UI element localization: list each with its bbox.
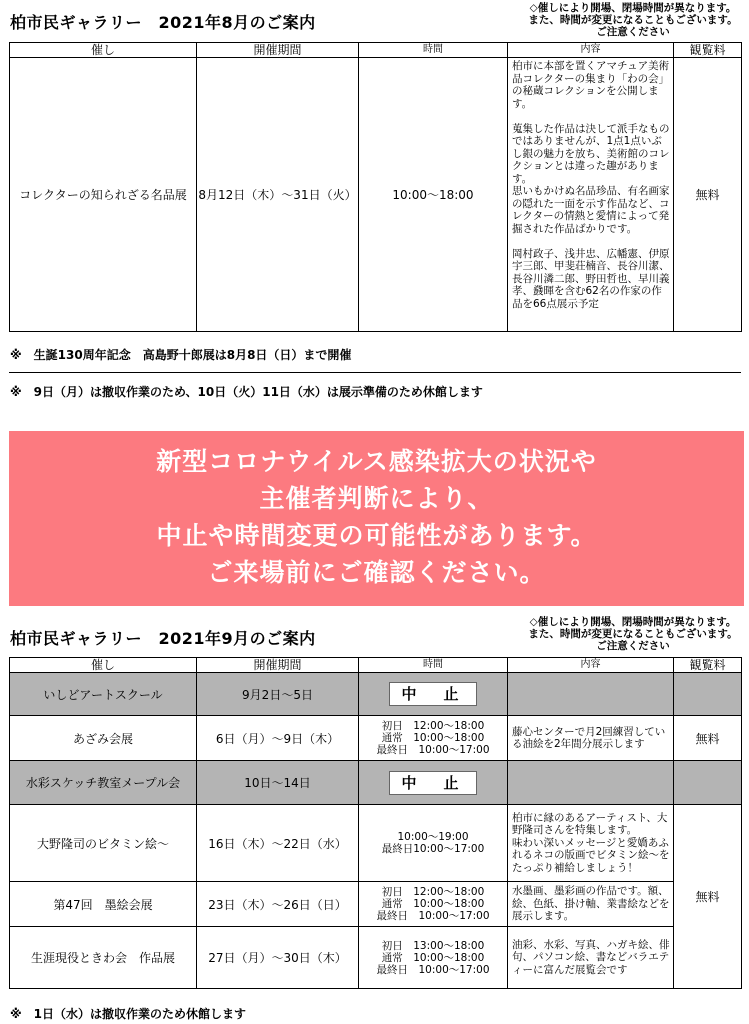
banner-line: 新型コロナウイルス感染拡大の状況や xyxy=(156,447,597,476)
september-event-table xyxy=(9,657,742,989)
event-fee xyxy=(674,761,742,805)
event-period: 8月12日（木）～31日（火） xyxy=(197,58,359,332)
header-time: 時間 xyxy=(359,43,508,58)
event-fee: 無料 xyxy=(674,58,742,332)
header-content: 内容 xyxy=(508,43,674,58)
august-title: 柏市民ギャラリー 2021年8月のご案内 xyxy=(10,13,316,32)
event-time: 10:00～18:00 xyxy=(359,58,508,332)
event-fee: 無料 xyxy=(674,805,742,989)
divider xyxy=(9,372,741,373)
event-time xyxy=(359,673,508,716)
event-time: 初日 12:00～18:00 通常 10:00～18:00 最終日 10:00～17:00 xyxy=(359,882,508,927)
covid-warning-banner xyxy=(9,431,744,606)
header-fee: 観覧料 xyxy=(674,658,742,673)
event-description xyxy=(508,673,674,716)
event-time: 初日 12:00～18:00 通常 10:00～18:00 最終日 10:00～17:00 xyxy=(359,716,508,761)
banner-line: ご来場前にご確認ください。 xyxy=(207,558,546,587)
event-description xyxy=(508,761,674,805)
event-period: 9月2日～5日 xyxy=(197,673,359,716)
event-time: 10:00～19:00 最終日10:00～17:00 xyxy=(359,805,508,882)
event-name: 大野隆司のビタミン絵～ xyxy=(10,805,197,882)
banner-line: 中止や時間変更の可能性があります。 xyxy=(156,521,597,550)
event-description: 柏市に縁のあるアーティスト、大野隆司さんを特集します。 味わい深いメッセージと愛嬌あふれるネコの版画でビタミン絵～をたっぷり補給しましょう！ xyxy=(508,805,674,882)
event-fee xyxy=(674,673,742,716)
header-period: 開催期間 xyxy=(197,43,359,58)
september-title: 柏市民ギャラリー 2021年9月のご案内 xyxy=(10,629,316,648)
table-header-row xyxy=(10,658,742,673)
event-period: 10日～14日 xyxy=(197,761,359,805)
header-period: 開催期間 xyxy=(197,658,359,673)
cancelled-label: 中 止 xyxy=(389,682,477,706)
header-fee: 観覧料 xyxy=(674,43,742,58)
event-description: 柏市に本部を置くアマチュア美術品コレクターの集まり「わの会」の秘蔵コレクションを公開します。 蒐集した作品は決して派手なものではありませんが、1点1点いぶし銀の魅力を放ち、美術館のコレクションとは違った趣があります。 思いもかけぬ名品珍品、有名画家の隠れた一面を示す作品など、コレクターの情熱と愛情によって発掘された作品ばかりです。 岡村政子、浅井忠、広幡憲、伊原宇三郎、甲斐荘楠音、長谷川潔、長谷川潾二郎、野田哲也、早川義孝、鼗暉を含む62名の作家の作品を66点展示予定 xyxy=(508,58,674,332)
event-period: 23日（木）～26日（日） xyxy=(197,882,359,927)
event-description: 水墨画、墨彩画の作品です。額、絵、色紙、掛け軸、業書絵などを展示します。 xyxy=(508,882,674,927)
event-period: 27日（月）～30日（木） xyxy=(197,927,359,989)
august-footnote-1: ※ 生誕130周年記念 高島野十郎展は8月8日（日）まで開催 xyxy=(10,348,352,362)
header-time: 時間 xyxy=(359,658,508,673)
table-row xyxy=(10,673,742,716)
cancelled-label: 中 止 xyxy=(389,771,477,795)
table-row xyxy=(10,927,742,989)
event-name: 水彩スケッチ教室メープル会 xyxy=(10,761,197,805)
event-description: 藤心センターで月2回練習している油絵を2年間分展示します xyxy=(508,716,674,761)
event-time: 初日 13:00～18:00 通常 10:00～18:00 最終日 10:00～17:00 xyxy=(359,927,508,989)
august-hours-note: ◇催しにより開場、閉場時間が異なります。 また、時間が変更になることもございます。 ご注意ください xyxy=(528,2,738,38)
table-row xyxy=(10,716,742,761)
table-row xyxy=(10,761,742,805)
event-name: 第47回 墨絵会展 xyxy=(10,882,197,927)
event-description: 油彩、水彩、写真、ハガキ絵、俳句、パソコン絵、書などバラエティーに富んだ展覧会です xyxy=(508,927,674,989)
table-row xyxy=(10,805,742,882)
event-name: いしどアートスクール xyxy=(10,673,197,716)
event-period: 16日（木）～22日（水） xyxy=(197,805,359,882)
header-event: 催し xyxy=(10,658,197,673)
banner-line: 主催者判断により、 xyxy=(259,484,494,513)
table-header-row xyxy=(10,43,742,58)
event-name: あざみ会展 xyxy=(10,716,197,761)
header-event: 催し xyxy=(10,43,197,58)
table-row xyxy=(10,58,742,332)
event-time xyxy=(359,761,508,805)
event-period: 6日（月）～9日（木） xyxy=(197,716,359,761)
august-event-table xyxy=(9,42,742,332)
august-footnote-2: ※ 9日（月）は撤収作業のため、10日（火）11日（水）は展示準備のため休館します xyxy=(10,385,483,399)
september-hours-note: ◇催しにより開場、閉場時間が異なります。 また、時間が変更になることもございます。 ご注意ください xyxy=(528,616,738,652)
september-footnote: ※ 1日（水）は撤収作業のため休館します xyxy=(10,1007,247,1021)
table-row xyxy=(10,882,742,927)
event-fee: 無料 xyxy=(674,716,742,761)
event-name: 生涯現役ときわ会 作品展 xyxy=(10,927,197,989)
event-name: コレクターの知られざる名品展 xyxy=(10,58,197,332)
header-content: 内容 xyxy=(508,658,674,673)
